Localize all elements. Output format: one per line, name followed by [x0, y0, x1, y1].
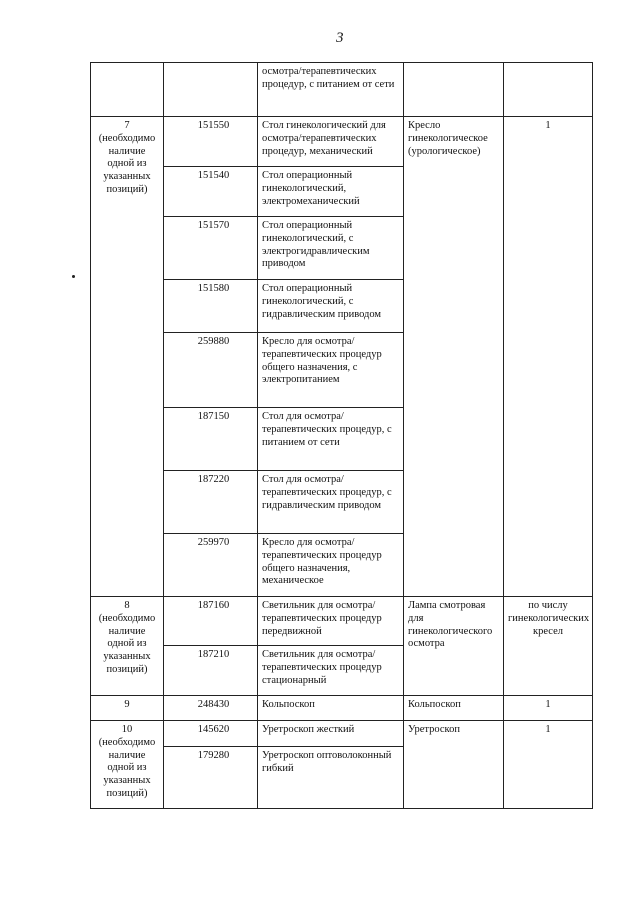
code-cell: 145620: [164, 721, 258, 747]
name-cell: осмотра/терапевтических процедур, с питанием от сети: [258, 63, 404, 117]
name-cell: Уретроскоп оптоволоконный гибкий: [258, 747, 404, 809]
code-cell: 259880: [164, 333, 258, 408]
code-cell: 187160: [164, 597, 258, 646]
name-cell: Светильник для осмотра/терапевтических процедур стационарный: [258, 646, 404, 696]
equipment-cell: Кольпоскоп: [404, 696, 504, 721]
name-cell: Стол операционный гинекологический, с гидравлическим приводом: [258, 280, 404, 333]
quantity-cell: 1: [504, 117, 593, 597]
position-cell: 10 (необходимо наличие одной из указанных позиций): [91, 721, 164, 809]
code-cell: 151580: [164, 280, 258, 333]
name-cell: Стол гинекологический для осмотра/терапевтических процедур, механический: [258, 117, 404, 167]
code-cell: [164, 63, 258, 117]
table-row: [91, 63, 593, 117]
name-cell: Стол для осмотра/терапевтических процедур, с гидравлическим приводом: [258, 471, 404, 534]
code-cell: 179280: [164, 747, 258, 809]
code-cell: 259970: [164, 534, 258, 597]
equipment-cell: Лампа смотровая для гинекологического осмотра: [404, 597, 504, 696]
position-cell: 9: [91, 696, 164, 721]
code-cell: 187220: [164, 471, 258, 534]
name-cell: Стол для осмотра/терапевтических процедур, с питанием от сети: [258, 408, 404, 471]
quantity-cell: 1: [504, 696, 593, 721]
name-cell: Светильник для осмотра/терапевтических процедур передвижной: [258, 597, 404, 646]
position-cell: [91, 63, 164, 117]
code-cell: 151540: [164, 167, 258, 217]
position-cell: 7 (необходимо наличие одной из указанных позиций): [91, 117, 164, 597]
equipment-cell: Уретроскоп: [404, 721, 504, 809]
table-row: [91, 597, 593, 646]
table-row: [91, 696, 593, 721]
name-cell: Стол операционный гинекологический, электромеханический: [258, 167, 404, 217]
name-cell: Кресло для осмотра/терапевтических процедур общего назначения, механическое: [258, 534, 404, 597]
quantity-cell: по числу гинекологических кресел: [504, 597, 593, 696]
code-cell: 187210: [164, 646, 258, 696]
code-cell: 248430: [164, 696, 258, 721]
quantity-cell: [504, 63, 593, 117]
code-cell: 151570: [164, 217, 258, 280]
quantity-cell: 1: [504, 721, 593, 809]
table-row: [91, 117, 593, 167]
equipment-cell: [404, 63, 504, 117]
name-cell: Кольпоскоп: [258, 696, 404, 721]
position-cell: 8 (необходимо наличие одной из указанных позиций): [91, 597, 164, 696]
page-number: 3: [336, 30, 344, 46]
equipment-table: [90, 62, 593, 809]
name-cell: Стол операционный гинекологический, с электрогидравлическим приводом: [258, 217, 404, 280]
equipment-cell: Кресло гинекологическое (урологическое): [404, 117, 504, 597]
table-row: [91, 721, 593, 747]
name-cell: Уретроскоп жесткий: [258, 721, 404, 747]
stray-mark: [72, 275, 75, 278]
code-cell: 187150: [164, 408, 258, 471]
name-cell: Кресло для осмотра/терапевтических процедур общего назначения, с электропитанием: [258, 333, 404, 408]
code-cell: 151550: [164, 117, 258, 167]
